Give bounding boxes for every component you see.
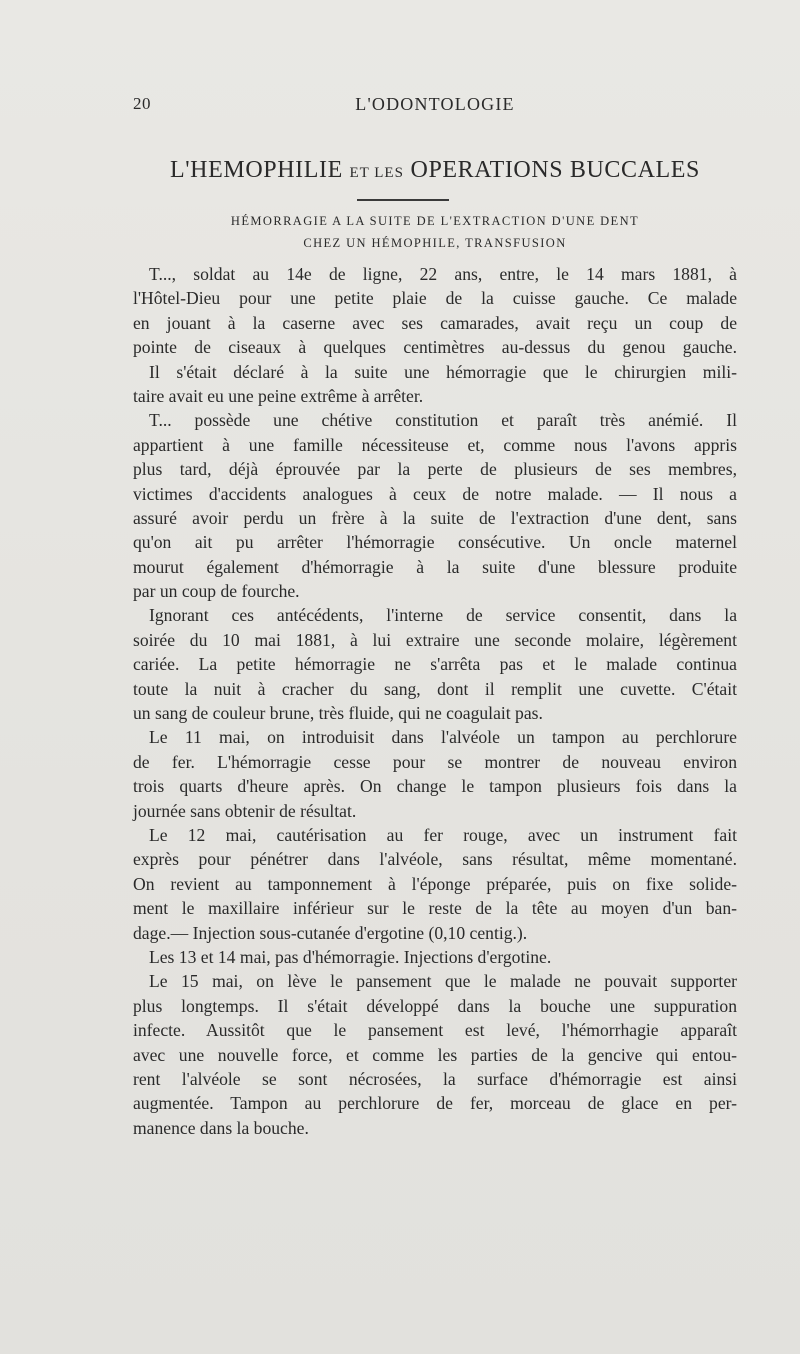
body-line: mourut également d'hémorragie à la suite d'une blessure produite [133,556,737,577]
body-line: toute la nuit à cracher du sang, dont il remplit une cuvette. C'était [133,678,737,699]
body-line: journée sans obtenir de résultat. [133,800,357,821]
article-title-part3: OPERATIONS BUCCALES [410,157,700,183]
journal-title: L'ODONTOLOGIE [355,94,515,114]
body-line: assuré avoir perdu un frère à la suite de l'extraction d'une dent, sans [133,507,737,528]
body-line: T..., soldat au 14e de ligne, 22 ans, entre, le 14 mars 1881, à [149,264,737,284]
body-line: pointe de ciseaux à quelques centimètres au-dessus du genou gauche. [133,337,737,358]
article-title-part1: L'HEMOPHILIE [170,157,343,183]
running-header [133,94,737,124]
body-line: infecte. Aussitôt que le pansement est levé, l'hémorrhagie apparaît [133,1020,737,1041]
body-line: victimes d'accidents analogues à ceux de notre malade. — Il nous a [133,483,737,504]
article-title-part2: ET LES [349,165,404,181]
body-line: de fer. L'hémorragie cesse pour se montrer de nouveau environ [133,751,737,772]
body-line: augmentée. Tampon au perchlorure de fer, morceau de glace en per- [133,1093,737,1114]
body-line: plus longtemps. Il s'était développé dans la bouche une suppuration [133,995,737,1016]
body-line: plus tard, déjà éprouvée par la perte de plusieurs de ses membres, [133,459,737,480]
body-line: manence dans la bouche. [133,1117,309,1138]
body-line: ment le maxillaire inférieur sur le reste de la tête au moyen d'un ban- [133,898,737,919]
body-line: Il s'était déclaré à la suite une hémorragie que le chirurgien mili- [149,361,737,382]
body-line: rent l'alvéole se sont nécrosées, la surface d'hémorragie est ainsi [133,1068,737,1089]
body-line: avec une nouvelle force, et comme les parties de la gencive qui entou- [133,1044,737,1065]
body-line: exprès pour pénétrer dans l'alvéole, sans résultat, même momentané. [133,849,737,870]
body-line: Le 11 mai, on introduisit dans l'alvéole un tampon au perchlorure [149,727,737,748]
body-line: l'Hôtel-Dieu pour une petite plaie de la cuisse gauche. Ce malade [133,288,737,309]
article-body [133,262,737,1140]
body-line: un sang de couleur brune, très fluide, qui ne coagulait pas. [133,703,543,724]
body-line: taire avait eu une peine extrême à arrêter. [133,385,424,406]
title-divider [357,199,449,201]
article-subtitle-line2: CHEZ UN HÉMOPHILE, TRANSFUSION [303,236,567,250]
article-title [133,157,737,184]
body-line: dage.— Injection sous-cutanée d'ergotine (0,10 centig.). [133,922,528,943]
body-line: Ignorant ces antécédents, l'interne de service consentit, dans la [149,605,737,626]
body-line: par un coup de fourche. [133,581,300,602]
body-line: cariée. La petite hémorragie ne s'arrêta pas et le malade continua [133,654,737,675]
article-subtitle-line1: HÉMORRAGIE A LA SUITE DE L'EXTRACTION D'UNE DENT [230,214,640,228]
body-line: soirée du 10 mai 1881, à lui extraire une seconde molaire, légèrement [133,629,737,650]
body-line: Le 12 mai, cautérisation au fer rouge, avec un instrument fait [149,824,737,845]
page-number: 20 [133,94,151,113]
body-line: appartient à une famille nécessiteuse et, comme nous l'avons appris [133,434,737,455]
body-line: T... possède une chétive constitution et paraît très anémié. Il [149,410,737,431]
body-line: Les 13 et 14 mai, pas d'hémorragie. Injections d'ergotine. [149,946,552,967]
body-line: Le 15 mai, on lève le pansement que le malade ne pouvait supporter [149,971,737,992]
body-line: On revient au tamponnement à l'éponge préparée, puis on fixe solide- [133,873,737,894]
body-line: trois quarts d'heure après. On change le tampon plusieurs fois dans la [133,776,737,797]
body-line: en jouant à la caserne avec ses camarades, avait reçu un coup de [133,312,737,333]
body-line: qu'on ait pu arrêter l'hémorragie consécutive. Un oncle maternel [133,532,737,553]
